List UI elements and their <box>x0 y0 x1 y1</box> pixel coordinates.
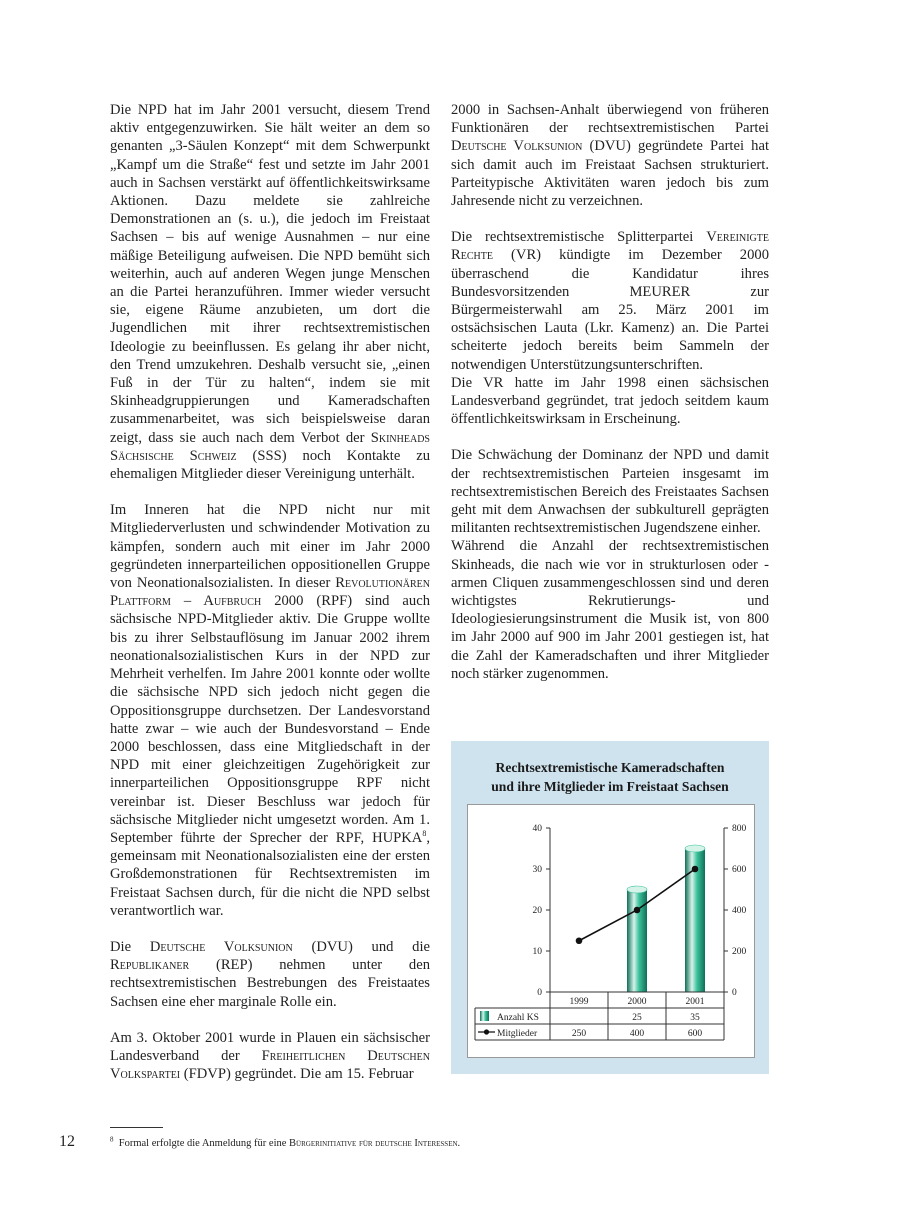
y-tick-label-right: 800 <box>732 824 747 834</box>
y-tick-label-right: 0 <box>732 988 737 998</box>
footnote-marker: 8 <box>110 1135 114 1144</box>
chart-svg <box>468 805 754 1057</box>
y-tick-label-left: 10 <box>532 947 542 957</box>
chart-box <box>451 741 769 1074</box>
page-number: 12 <box>59 1133 75 1150</box>
chart-title: Rechtsextremistische Kameradschaften und ihre Mitglieder im Freistaat Sachsen <box>491 760 729 794</box>
bar-top-2000 <box>627 886 647 893</box>
table-value-mitglieder: 600 <box>687 1029 703 1039</box>
legend-label-anzahl-ks: Anzahl KS <box>497 1013 539 1023</box>
point-1999 <box>576 937 583 944</box>
table-category-label: 1999 <box>569 997 589 1007</box>
paragraph: Die rechtsextremistische Splitterpartei Vereinigte Rechte (VR) kündigte im Dezember 2000 überraschend die Kandidatur ihres Bundesvorsitzenden MEURER zur Bürgermeisterwahl am 25. März 2001 im ostsächsischen Lauta (Lkr. Kamenz) an. Die Partei scheiterte jedoch bereits beim Sammeln der notwendigen Unterstützungsunterschriften. <box>451 229 769 373</box>
paragraph: Die NPD hat im Jahr 2001 versucht, diesem Trend aktiv entgegenzuwirken. Sie hält weiter an dem so genanten „3-Säulen Konzept“ mit dem Schwerpunkt „Kampf um die Straße“ fest und setzte im Jahr 2001 auch in Sachsen verstärkt auf öffentlichkeitswirksame Aktionen. Dazu meldete sie zahlreiche Demonstrationen an (s. u.), die jedoch im Freistaat Sachsen – bis auf wenige Ausnahmen – nur eine mäßige Beteiligung aufweisen. Die NPD bemüht sich weiterhin, auch auf anderen Wegen junge Menschen an die Partei heranzuführen. Immer wieder versucht sie, eigene Räume anzubieten, um dort die Jugendlichen mit ihrer rechtsextremistischen Ideologie zu beeinflussen. Es gelang ihr aber nicht, den Trend umzukehren. Deshalb versucht sie, „einen Fuß in der Tür zu halten“, indem sie mit Skinheadgruppierungen und Kameradschaften zusammenarbeitet, was sich beispielsweise daran zeigt, dass sie auch nach dem Verbot der Skinheads Sächsische Schweiz (SSS) noch Kontakte zu ehemaligen Mitglieder dieser Vereinigung unterhält. <box>110 102 430 483</box>
table-category-label: 2001 <box>685 997 705 1007</box>
right-column <box>451 101 769 683</box>
legend-line-dot <box>484 1029 489 1034</box>
left-column <box>110 101 430 1083</box>
paragraph: Die VR hatte im Jahr 1998 einen sächsischen Landesverband gegründet, trat jedoch seitdem kaum öffentlichkeitswirksam in Erscheinung. <box>451 374 769 428</box>
bar-top-2001 <box>685 845 705 852</box>
y-tick-label-left: 40 <box>532 824 542 834</box>
paragraph: Die Schwächung der Dominanz der NPD und damit der rechtsextremistischen Parteien insgesamt im rechtsextremistischen Bereich des Freistaates Sachsen geht mit dem Anwachsen der subkulturell geprägten militanten rechtsextremistischen Jugendszene einher. <box>451 447 769 537</box>
paragraph: Die Deutsche Volksunion (DVU) und die Republikaner (REP) nehmen unter den rechtsextremistischen Bestrebungen des Freistaates Sachsen eine eher marginale Rolle ein. <box>110 938 431 1010</box>
footnote-rule <box>110 1127 163 1128</box>
table-category-label: 2000 <box>627 997 647 1007</box>
y-tick-label-right: 200 <box>732 947 747 957</box>
footnote-ref[interactable]: 8 <box>422 829 427 839</box>
paragraph: Am 3. Oktober 2001 wurde in Plauen ein sächsischer Landesverband der Freiheitlichen Deutschen Volkspartei (FDVP) gegründet. Die am 15. Februar <box>110 1029 430 1083</box>
legend-bar-swatch <box>480 1011 489 1021</box>
y-tick-label-left: 30 <box>532 865 542 875</box>
paragraph: 2000 in Sachsen-Anhalt überwiegend von früheren Funktionären der rechtsextremistischen Partei Deutsche Volksunion (DVU) gegründete Partei hat sich damit auch im Freistaat Sachsen strukturiert. Parteitypische Aktivitäten waren jedoch bis zum Jahresende nicht zu verzeichnen. <box>451 102 770 210</box>
y-tick-label-left: 20 <box>532 906 542 916</box>
point-2000 <box>634 907 641 914</box>
table-value-mitglieder: 250 <box>571 1029 587 1039</box>
table-value-anzahl-ks: 25 <box>632 1013 642 1023</box>
y-tick-label-right: 600 <box>732 865 747 875</box>
chart-area <box>467 804 755 1058</box>
point-2001 <box>692 866 699 873</box>
y-tick-label-right: 400 <box>732 906 747 916</box>
paragraph: Im Inneren hat die NPD nicht nur mit Mitgliederverlusten und schwindender Motivation zu kämpfen, sondern auch mit einer im Jahr 2000 gegründeten innerparteilichen oppositionellen Gruppe von Neonationalsozialisten. In dieser Revolutionären Plattform – Aufbruch 2000 (RPF) sind auch sächsische NPD-Mitglieder aktiv. Die Gruppe wollte bis zu ihrer Selbstauflösung im Januar 2002 ihrem neonationalsozialistischen Kurs in der NPD zur Mehrheit verhelfen. Im Jahre 2001 konnte oder wollte die sächsische NPD sich jedoch nicht gegen die Oppositionsgruppe durchsetzen. Der Landesvorstand hatte zwar – wie auch der Bundesvorstand – Ende 2000 beschlossen, dass eine Mitgliedschaft in der NPD mit einer gleichzeitigen Zugehörigkeit zur innerparteilichen Oppositionsgruppe RPF nicht vereinbar ist. Dieser Beschluss war jedoch für sächsische Mitglieder nicht umgesetzt worden. Am 1. September führte der Sprecher der RPF, HUPKA$^8$, gemeinsam mit Neonationalsozialisten eine der ersten Großdemonstrationen für Rechtsextremisten im Freistaat Sachsen durch, für die nicht die NPD selbst verantwortlich war. <box>110 502 430 919</box>
table-value-mitglieder: 400 <box>629 1029 645 1039</box>
paragraph: Während die Anzahl der rechtsextremistischen Skinheads, die nach wie vor in strukturlosen oder -armen Cliquen zusammengeschlossen sind und deren wichtigstes Rekrutierungs- und Ideologiesierungsinstrument die Musik ist, von 800 im Jahr 2000 auf 900 im Jahr 2001 gestiegen ist, hat die Zahl der Kameradschaften und ihrer Mitglieder noch stärker zugenommen. <box>451 538 769 682</box>
table-value-anzahl-ks: 35 <box>690 1013 700 1023</box>
footnote: $^8$ Formal erfolgte die Anmeldung für eine Bürgerinitiative für deutsche Interessen. <box>110 1135 461 1149</box>
legend-label-mitglieder: Mitglieder <box>497 1029 538 1039</box>
y-tick-label-left: 0 <box>537 988 542 998</box>
